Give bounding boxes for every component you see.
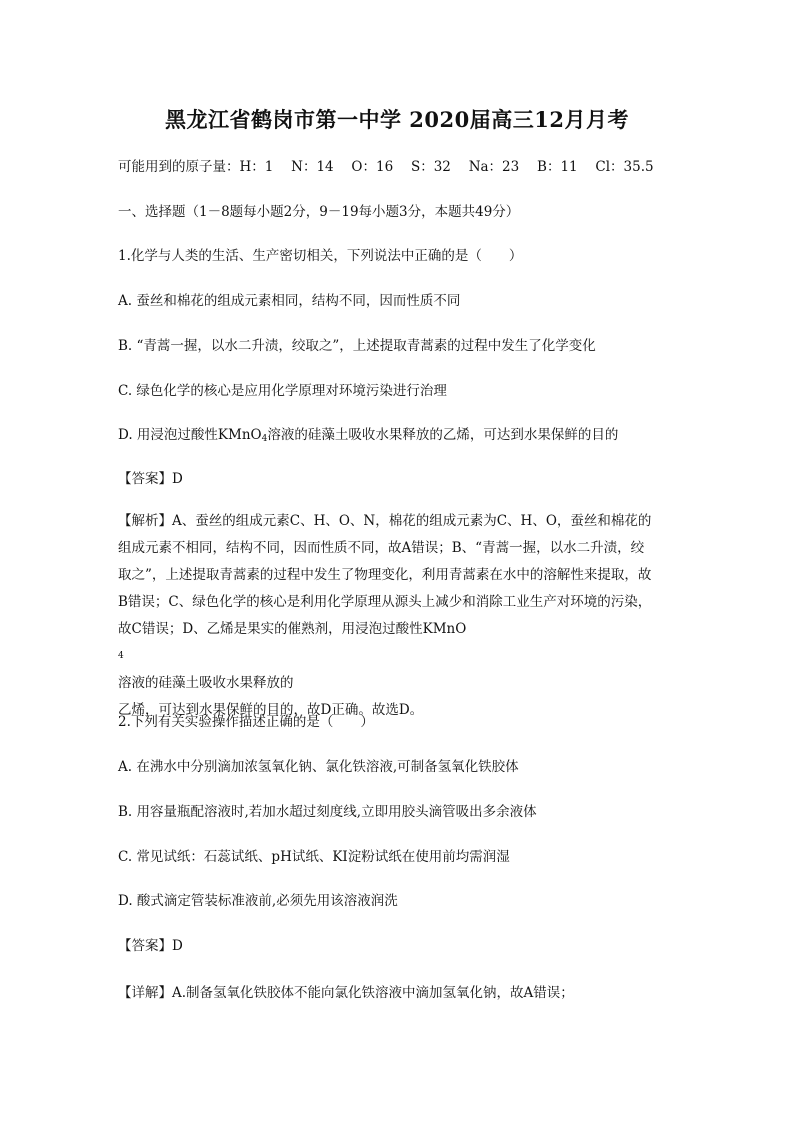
q1-analysis (118, 508, 676, 724)
section-heading: 一、选择题（1－8题每小题2分，9－19每小题3分，本题共49分） (118, 204, 520, 220)
q1-analysis-line5-text: 故C错误；D、乙烯是果实的催熟剂，用浸泡过酸性KMnO (118, 621, 467, 637)
q1-analysis-line5-subscript: 4 (118, 651, 124, 661)
q2-detail: 【详解】A.制备氢氧化铁胶体不能向氯化铁溶液中滴加氢氧化钠，故A错误； (118, 985, 574, 1001)
q1-option-a: A. 蚕丝和棉花的组成元素相同，结构不同，因而性质不同 (118, 293, 461, 309)
q2-answer: 【答案】D (118, 938, 183, 954)
q1-analysis-line: 【解析】A、蚕丝的组成元素C、H、O、N，棉花的组成元素为C、H、O，蚕丝和棉花的 (118, 513, 652, 529)
q1-analysis-line: 乙烯，可达到水果保鲜的目的，故D正确。故选D。 (118, 702, 424, 718)
q1-analysis-line: B错误；C、绿色化学的核心是利用化学原理从源头上减少和消除工业生产对环境的污染， (118, 594, 652, 610)
q1-analysis-line5-rest: 溶液的硅藻土吸收水果释放的 (118, 675, 294, 691)
q1-analysis-line: 组成元素不相同，结构不同，因而性质不同，故A错误；B、“青蒿一握，以水二升渍，绞 (118, 540, 645, 556)
q1-option-d-text: D. 用浸泡过酸性KMnO (118, 427, 262, 443)
q1-option-d-subscript: 4 (261, 434, 268, 444)
atomic-masses: 可能用到的原子量：H：1 N：14 O：16 S：32 Na：23 B：11 Cl：35.5 (118, 159, 654, 175)
q2-option-c: C. 常见试纸：石蕊试纸、pH试纸、KI淀粉试纸在使用前均需润湿 (118, 849, 510, 865)
q2-option-d: D. 酸式滴定管装标准液前,必须先用该溶液润洗 (118, 893, 398, 909)
q1-stem: 1.化学与人类的生活、生产密切相关，下列说法中正确的是（ ） (118, 248, 523, 264)
q1-option-d (118, 424, 680, 450)
page-title: 黑龙江省鹤岗市第一中学 2020届高三12月月考 (165, 107, 629, 132)
q2-stem: 2.下列有关实验操作描述正确的是（ ） (118, 714, 374, 730)
q2-option-b: B. 用容量瓶配溶液时,若加水超过刻度线,立即用胶头滴管吸出多余液体 (118, 804, 537, 820)
q2-option-a: A. 在沸水中分别滴加浓氢氧化钠、氯化铁溶液,可制备氢氧化铁胶体 (118, 759, 519, 775)
q1-analysis-line: 取之”，上述提取青蒿素的过程中发生了物理变化，利用青蒿素在水中的溶解性来提取，故 (118, 567, 652, 583)
q1-option-c: C. 绿色化学的核心是应用化学原理对环境污染进行治理 (118, 383, 447, 399)
q1-analysis-line (118, 616, 676, 697)
q1-answer: 【答案】D (118, 471, 183, 487)
q1-option-b: B. “青蒿一握，以水二升渍，绞取之”，上述提取青蒿素的过程中发生了化学变化 (118, 338, 596, 354)
q1-option-d-text-rest: 溶液的硅藻土吸收水果释放的乙烯，可达到水果保鲜的目的 (267, 427, 619, 443)
